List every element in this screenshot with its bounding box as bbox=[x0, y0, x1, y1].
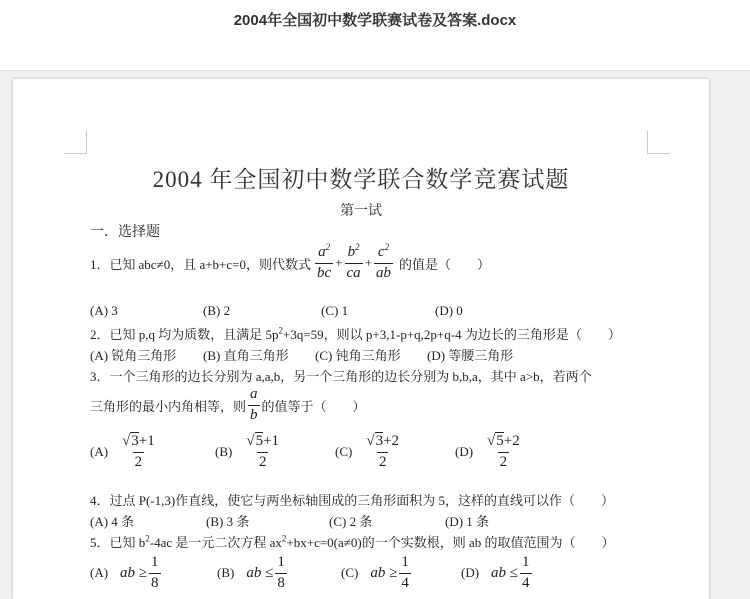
q5-opt-d-den: 4 bbox=[522, 574, 530, 591]
q5-opt-b-fraction bbox=[275, 555, 287, 592]
document-subtitle: 第一试 bbox=[340, 204, 382, 219]
q1-fraction-2 bbox=[345, 242, 363, 282]
q5-opt-b-label: (B) bbox=[217, 565, 235, 581]
q1-plus-1: + bbox=[335, 255, 343, 271]
q3-opt-c-fraction: $\frac{√3+2}{2}$ bbox=[366, 433, 400, 470]
q5-opt-d-num: 1 bbox=[522, 554, 530, 570]
q3-opt-d-den: 2 bbox=[499, 453, 508, 470]
q5-opt-b-num: 1 bbox=[277, 554, 285, 570]
q1-plus-2: + bbox=[364, 255, 373, 271]
q3-opt-a-radicand: 3 bbox=[131, 433, 139, 449]
q5-option-a bbox=[90, 555, 163, 592]
q1-f1-num: a bbox=[318, 244, 326, 260]
q1-f2-sup: 2 bbox=[355, 242, 360, 252]
q2-option-b: (B) 直角三角形 bbox=[203, 348, 289, 363]
q3-opt-b-add: +1 bbox=[263, 433, 280, 449]
q5-superscript-2: 2 bbox=[281, 533, 287, 544]
question-3-line-2 bbox=[90, 387, 366, 424]
q5-option-c bbox=[341, 555, 413, 592]
question-5 bbox=[90, 532, 615, 551]
q1-fraction-3 bbox=[374, 242, 393, 282]
q5-opt-b-den: 8 bbox=[277, 574, 285, 591]
q3-frac-num: a bbox=[250, 386, 258, 402]
file-title: 2004年全国初中数学联赛试卷及答案.docx bbox=[233, 12, 517, 29]
q5-opt-a-fraction bbox=[149, 555, 161, 592]
q5-superscript-1: 2 bbox=[145, 533, 150, 544]
question-4: 4．过点 P(-1,3)作直线，使它与两坐标轴围成的三角形面积为 5，这样的直线可以作（ ） bbox=[90, 493, 614, 508]
q1-f2-num: b bbox=[347, 244, 356, 260]
q3-opt-d-add: +2 bbox=[503, 433, 520, 449]
q1-suffix: 的值是（ ） bbox=[399, 256, 491, 272]
q1-f3-den: ab bbox=[376, 264, 392, 281]
q1-prefix: 1．已知 bbox=[90, 256, 136, 272]
q5-opt-b-expr: ab ≤ bbox=[246, 564, 274, 581]
q5-opt-a-expr: ab ≥ bbox=[120, 564, 148, 581]
q4-option-d: (D) 1 条 bbox=[445, 514, 490, 529]
q3-opt-b-radicand: 5 bbox=[255, 433, 264, 449]
q3-opt-b-fraction: $\frac{√5+1}{2}$ bbox=[246, 433, 280, 470]
q3-option-d bbox=[455, 434, 524, 471]
q1-option-b: (B) 2 bbox=[203, 303, 231, 318]
q1-condition: abc≠0，且 a+b+c=0，则代数式 bbox=[138, 256, 311, 272]
q4-option-c: (C) 2 条 bbox=[329, 514, 373, 529]
q3-opt-b-den: 2 bbox=[258, 453, 267, 470]
question-2 bbox=[90, 324, 621, 343]
q4-option-b: (B) 3 条 bbox=[206, 514, 250, 529]
q3-opt-c-den: 2 bbox=[378, 453, 387, 470]
section-heading: 一．选择题 bbox=[90, 225, 160, 240]
top-bar bbox=[0, 0, 750, 71]
q3-opt-a-label: (A) bbox=[90, 444, 109, 460]
q3-opt-b-label: (B) bbox=[215, 444, 233, 460]
q5-opt-d-fraction bbox=[520, 555, 532, 592]
q4-option-a: (A) 4 条 bbox=[90, 514, 135, 529]
corner-mark-top-left bbox=[64, 131, 87, 154]
q3-option-b bbox=[215, 434, 283, 471]
q1-f1-den: bc bbox=[316, 264, 332, 281]
q5-opt-d-label: (D) bbox=[461, 565, 480, 581]
q5-opt-c-den: 4 bbox=[401, 574, 409, 591]
corner-mark-top-right bbox=[647, 131, 670, 154]
q2-superscript: 2 bbox=[278, 325, 284, 336]
q2-text-start: 2．已知 p,q 均为质数，且满足 5p bbox=[90, 327, 279, 342]
q3-opt-a-den: 2 bbox=[134, 453, 143, 470]
q5-text-start: 5．已知 b bbox=[90, 535, 146, 550]
document-page bbox=[13, 79, 709, 599]
q5-opt-a-label: (A) bbox=[90, 565, 109, 581]
q1-option-a: (A) 3 bbox=[90, 303, 118, 318]
q3-opt-d-radicand: 5 bbox=[496, 433, 504, 449]
q3-line2-end: 的值等于（ ） bbox=[261, 398, 366, 414]
q3-opt-d-label: (D) bbox=[455, 444, 474, 460]
q5-text-mid: -4ac 是一元二次方程 ax bbox=[149, 535, 282, 550]
q5-opt-c-expr: ab ≥ bbox=[370, 564, 398, 581]
q1-option-c: (C) 1 bbox=[321, 303, 349, 318]
q1-fraction-1 bbox=[315, 242, 333, 282]
q1-f3-sup: 2 bbox=[384, 242, 390, 252]
q1-option-d: (D) 0 bbox=[435, 303, 463, 318]
q3-opt-c-add: +2 bbox=[383, 433, 400, 449]
q3-opt-c-label: (C) bbox=[335, 444, 353, 460]
document-title: 2004 年全国初中数学联合数学竞赛试题 bbox=[152, 167, 570, 192]
q3-option-c bbox=[335, 434, 403, 471]
q1-f2-den: ca bbox=[346, 264, 361, 281]
q5-opt-c-num: 1 bbox=[401, 554, 409, 570]
q5-opt-a-num: 1 bbox=[151, 554, 159, 570]
question-1 bbox=[90, 242, 491, 282]
q2-text-end: +3q=59，则以 p+3,1-p+q,2p+q-4 为边长的三角形是（ ） bbox=[283, 327, 621, 342]
q3-fraction-a-over-b bbox=[248, 387, 260, 424]
q3-frac-den: b bbox=[250, 406, 258, 423]
q1-f3-num: c bbox=[377, 244, 385, 260]
q5-text-end: +bx+c=0(a≠0)的一个实数根，则 ab 的取值范围为（ ） bbox=[286, 535, 615, 550]
q5-opt-c-label: (C) bbox=[341, 565, 359, 581]
q2-option-c: (C) 钝角三角形 bbox=[315, 348, 401, 363]
q3-opt-d-fraction: $\frac{√5+2}{2}$ bbox=[487, 433, 520, 470]
q3-opt-a-add: +1 bbox=[138, 433, 155, 449]
question-3-line-1: 3．一个三角形的边长分别为 a,a,b，另一个三角形的边长分别为 b,b,a，其中 a>b，若两个 bbox=[90, 369, 592, 384]
q5-opt-c-fraction bbox=[399, 555, 411, 592]
q2-option-d: (D) 等腰三角形 bbox=[427, 348, 514, 363]
q3-opt-c-radicand: 3 bbox=[375, 433, 384, 449]
q1-f1-sup: 2 bbox=[325, 242, 331, 252]
q3-line2-start: 三角形的最小内角相等，则 bbox=[90, 398, 247, 414]
q5-opt-d-expr: ab ≤ bbox=[491, 564, 519, 581]
q5-option-d bbox=[461, 555, 534, 592]
q5-opt-a-den: 8 bbox=[151, 574, 159, 591]
q3-opt-a-fraction: $\frac{√3+1}{2}$ bbox=[122, 433, 155, 470]
q2-option-a: (A) 锐角三角形 bbox=[90, 348, 177, 363]
q5-option-b bbox=[217, 555, 289, 592]
q3-option-a bbox=[90, 434, 159, 471]
